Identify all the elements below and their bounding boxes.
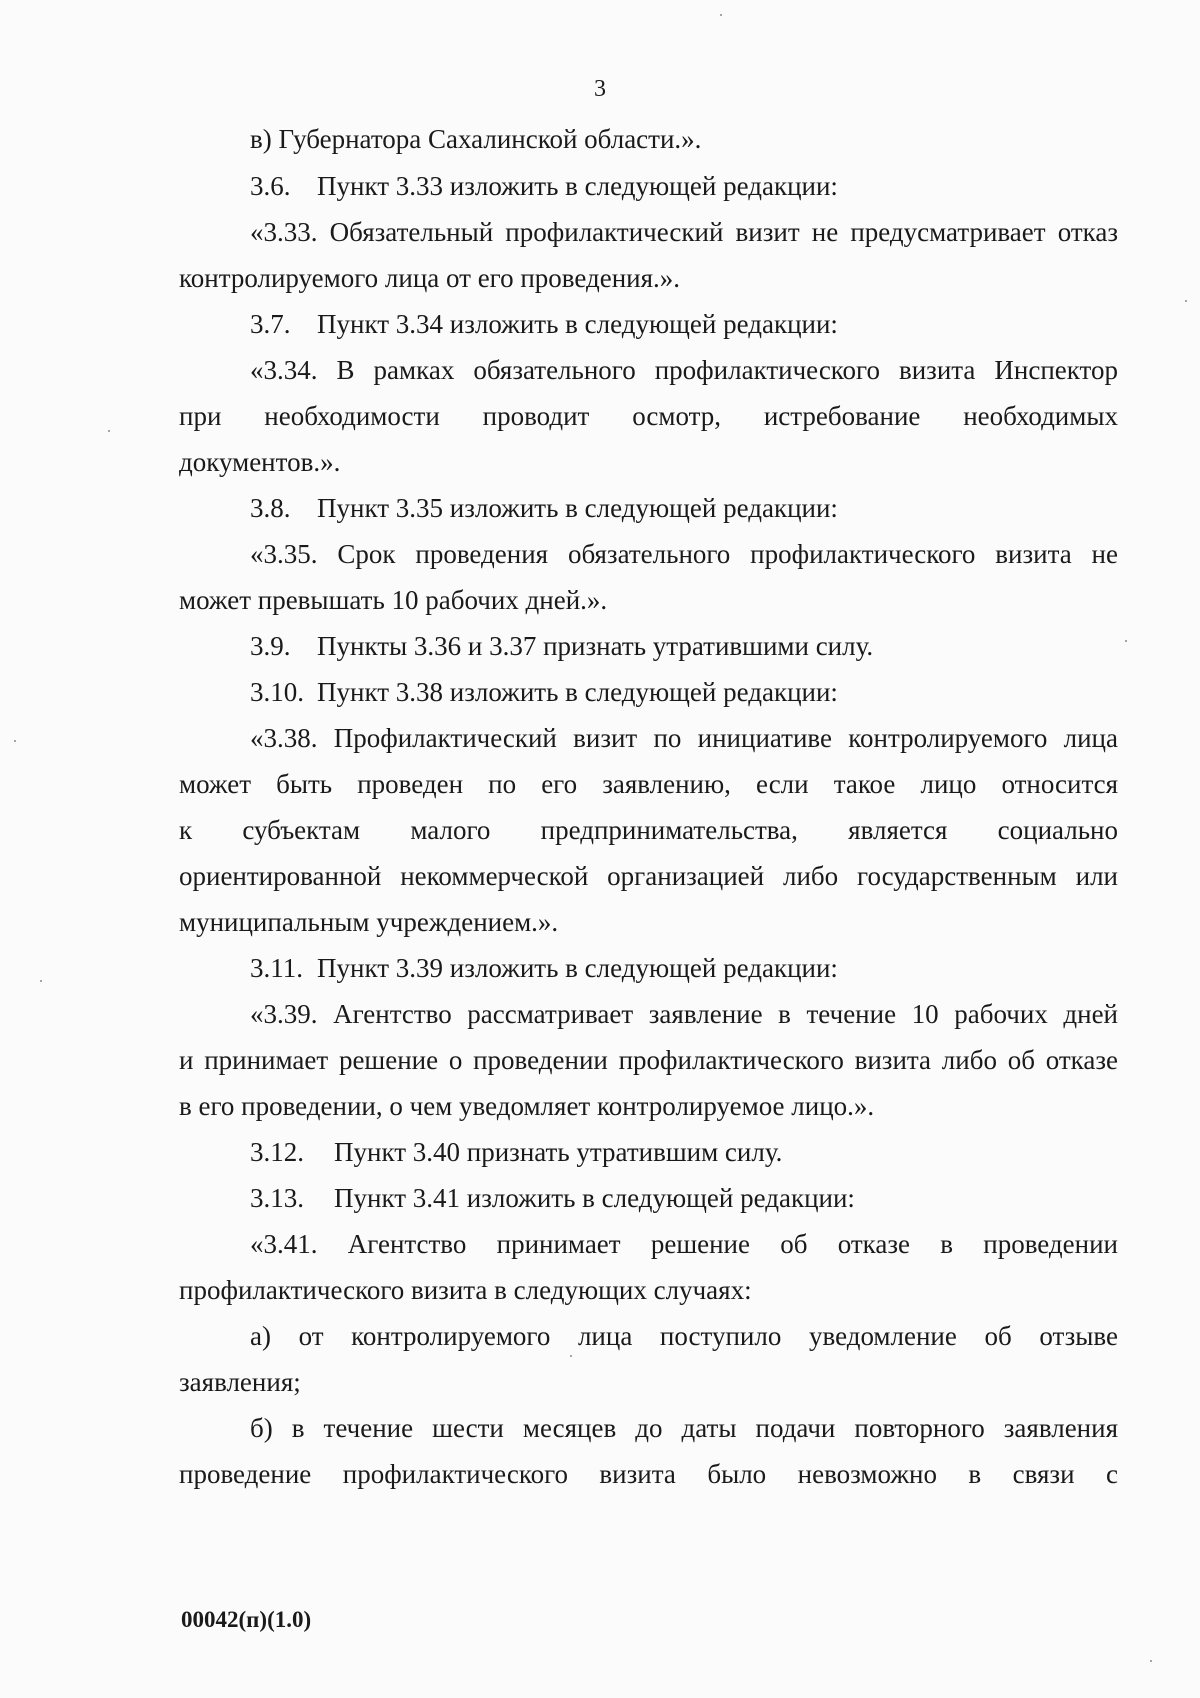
scan-speck: [570, 1355, 572, 1357]
text-line: «3.39. Агентство рассматривает заявление в течение 10 рабочих дней: [250, 999, 1118, 1029]
page-number: 3: [594, 76, 606, 102]
item-number: 3.7.: [250, 309, 291, 339]
scan-speck: [40, 980, 42, 982]
text-line: «3.35. Срок проведения обязательного профилактического визита не: [250, 539, 1118, 569]
scan-speck: [1150, 1660, 1152, 1662]
text-line: может быть проведен по его заявлению, если такое лицо относится: [179, 769, 1118, 799]
text-line: к субъектам малого предпринимательства, является социально: [179, 815, 1118, 845]
text-line: контролируемого лица от его проведения.».: [179, 263, 681, 293]
text-line: а) от контролируемого лица поступило уведомление об отзыве: [250, 1321, 1118, 1351]
scan-speck: [1185, 300, 1187, 302]
text-line: проведение профилактического визита было невозможно в связи с: [179, 1459, 1118, 1489]
numbered-item-line: [250, 630, 1118, 662]
item-number: 3.11.: [250, 953, 303, 983]
text-line: документов.».: [179, 447, 341, 477]
item-number: 3.10.: [250, 677, 304, 707]
item-text: Пункт 3.38 изложить в следующей редакции:: [317, 677, 838, 707]
document-code: 00042(п)(1.0): [181, 1607, 312, 1632]
numbered-item-line: [250, 308, 1118, 340]
text-line: муниципальным учреждением.».: [179, 907, 559, 937]
scan-speck: [14, 740, 16, 742]
item-text: Пункт 3.34 изложить в следующей редакции:: [317, 309, 838, 339]
text-line: заявления;: [179, 1367, 301, 1397]
item-number: 3.13.: [250, 1183, 304, 1213]
item-text: Пункт 3.33 изложить в следующей редакции:: [317, 171, 838, 201]
text-line: в) Губернатора Сахалинской области.».: [250, 124, 702, 154]
item-number: 3.8.: [250, 493, 291, 523]
text-line: б) в течение шести месяцев до даты подачи повторного заявления: [250, 1413, 1118, 1443]
item-text: Пункт 3.40 признать утратившим силу.: [334, 1137, 783, 1167]
text-line: «3.34. В рамках обязательного профилактического визита Инспектор: [250, 355, 1118, 385]
text-line: «3.33. Обязательный профилактический визит не предусматривает отказ: [250, 217, 1118, 247]
text-line: ориентированной некоммерческой организацией либо государственным или: [179, 861, 1118, 891]
numbered-item-line: [250, 1182, 1118, 1214]
numbered-item-line: [250, 952, 1118, 984]
numbered-item-line: [250, 676, 1118, 708]
text-line: в его проведении, о чем уведомляет контролируемое лицо.».: [179, 1091, 875, 1121]
text-line: «3.41. Агентство принимает решение об отказе в проведении: [250, 1229, 1118, 1259]
item-text: Пункты 3.36 и 3.37 признать утратившими силу.: [317, 631, 874, 661]
item-text: Пункт 3.41 изложить в следующей редакции:: [334, 1183, 855, 1213]
scan-speck: [1125, 640, 1127, 642]
item-number: 3.9.: [250, 631, 291, 661]
numbered-item-line: [250, 170, 1118, 202]
text-line: профилактического визита в следующих случаях:: [179, 1275, 752, 1305]
item-text: Пункт 3.35 изложить в следующей редакции:: [317, 493, 838, 523]
scan-speck: [108, 430, 110, 432]
text-line: «3.38. Профилактический визит по инициативе контролируемого лица: [250, 723, 1118, 753]
numbered-item-line: [250, 1136, 1118, 1168]
numbered-item-line: [250, 492, 1118, 524]
text-line: при необходимости проводит осмотр, истребование необходимых: [179, 401, 1118, 431]
scan-speck: [720, 14, 722, 16]
text-line: и принимает решение о проведении профилактического визита либо об отказе: [179, 1045, 1118, 1075]
item-number: 3.12.: [250, 1137, 304, 1167]
text-line: может превышать 10 рабочих дней.».: [179, 585, 608, 615]
item-number: 3.6.: [250, 171, 291, 201]
item-text: Пункт 3.39 изложить в следующей редакции:: [317, 953, 838, 983]
